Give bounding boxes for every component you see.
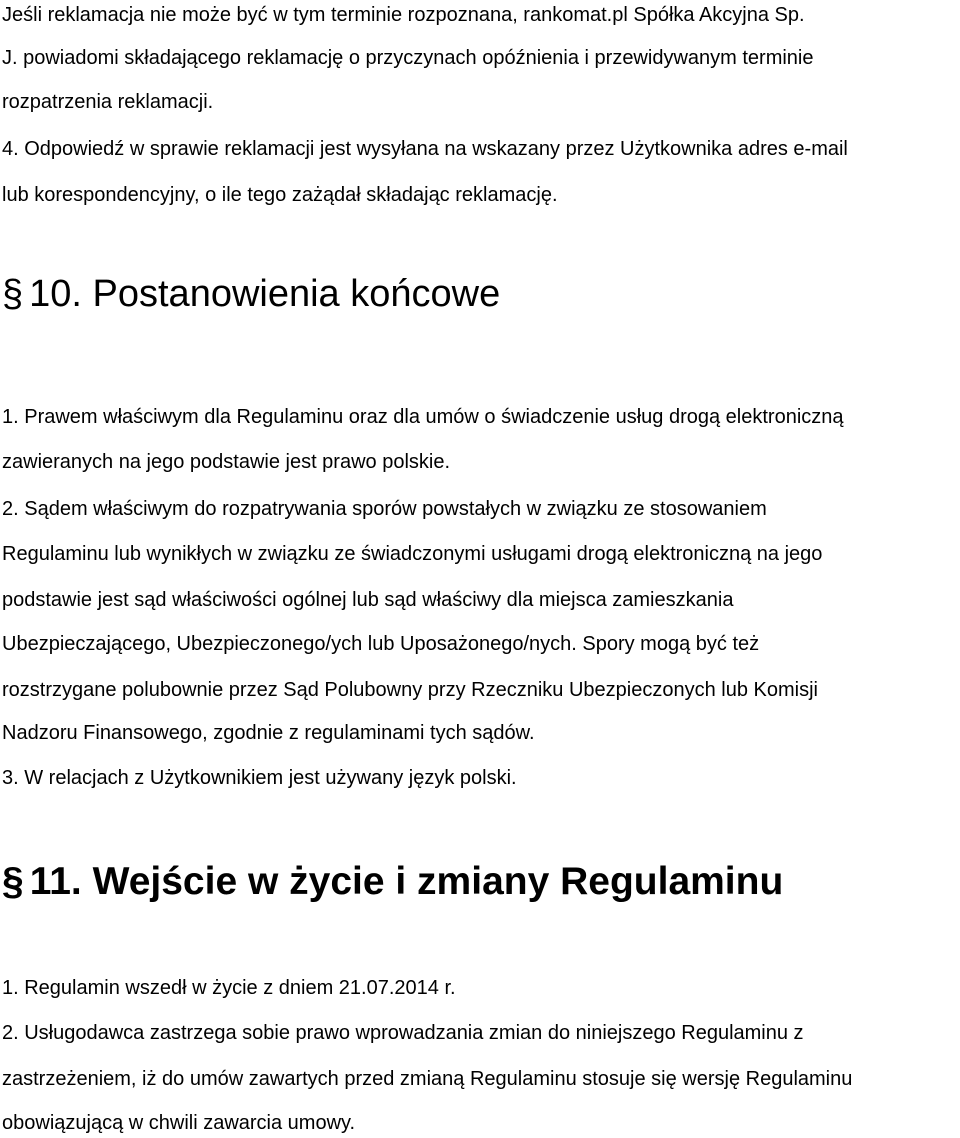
section-11-title: 11. Wejście w życie i zmiany Regulaminu <box>29 860 784 903</box>
paragraph-line: zawieranych na jego podstawie jest prawo polskie. <box>2 451 451 473</box>
paragraph-line: rozstrzygane polubownie przez Sąd Polubowny przy Rzeczniku Ubezpieczonych lub Komisji <box>2 679 818 701</box>
paragraph-line: lub korespondencyjny, o ile tego zażądał składając reklamację. <box>2 184 558 206</box>
paragraph-line: 4. Odpowiedź w sprawie reklamacji jest wysyłana na wskazany przez Użytkownika adres e-mail <box>2 138 848 160</box>
paragraph-line: Jeśli reklamacja nie może być w tym terminie rozpoznana, rankomat.pl Spółka Akcyjna Sp. <box>2 4 805 26</box>
section-symbol: § <box>2 273 24 315</box>
paragraph-line: podstawie jest sąd właściwości ogólnej lub sąd właściwy dla miejsca zamieszkania <box>2 589 734 611</box>
section-10-title: 10. Postanowienia końcowe <box>29 273 501 315</box>
paragraph-line: Ubezpieczającego, Ubezpieczonego/ych lub Uposażonego/nych. Spory mogą być też <box>2 633 760 655</box>
section-symbol: § <box>2 860 24 903</box>
section-11-heading <box>2 860 783 904</box>
paragraph-line: 1. Regulamin wszedł w życie z dniem 21.07.2014 r. <box>2 977 456 999</box>
paragraph-line: zastrzeżeniem, iż do umów zawartych przed zmianą Regulaminu stosuje się wersję Regulaminu <box>2 1068 853 1090</box>
section-10-heading <box>2 272 500 316</box>
paragraph-line: rozpatrzenia reklamacji. <box>2 91 214 113</box>
paragraph-line: 1. Prawem właściwym dla Regulaminu oraz dla umów o świadczenie usług drogą elektroniczną <box>2 406 844 428</box>
paragraph-line: 2. Sądem właściwym do rozpatrywania sporów powstałych w związku ze stosowaniem <box>2 498 767 520</box>
paragraph-line: obowiązującą w chwili zawarcia umowy. <box>2 1112 356 1134</box>
paragraph-line: Nadzoru Finansowego, zgodnie z regulaminami tych sądów. <box>2 722 535 744</box>
paragraph-line: 2. Usługodawca zastrzega sobie prawo wprowadzania zmian do niniejszego Regulaminu z <box>2 1022 804 1044</box>
paragraph-line: J. powiadomi składającego reklamację o przyczynach opóźnienia i przewidywanym terminie <box>2 47 814 69</box>
paragraph-line: 3. W relacjach z Użytkownikiem jest używany język polski. <box>2 767 517 789</box>
paragraph-line: Regulaminu lub wynikłych w związku ze świadczonymi usługami drogą elektroniczną na jego <box>2 543 823 565</box>
